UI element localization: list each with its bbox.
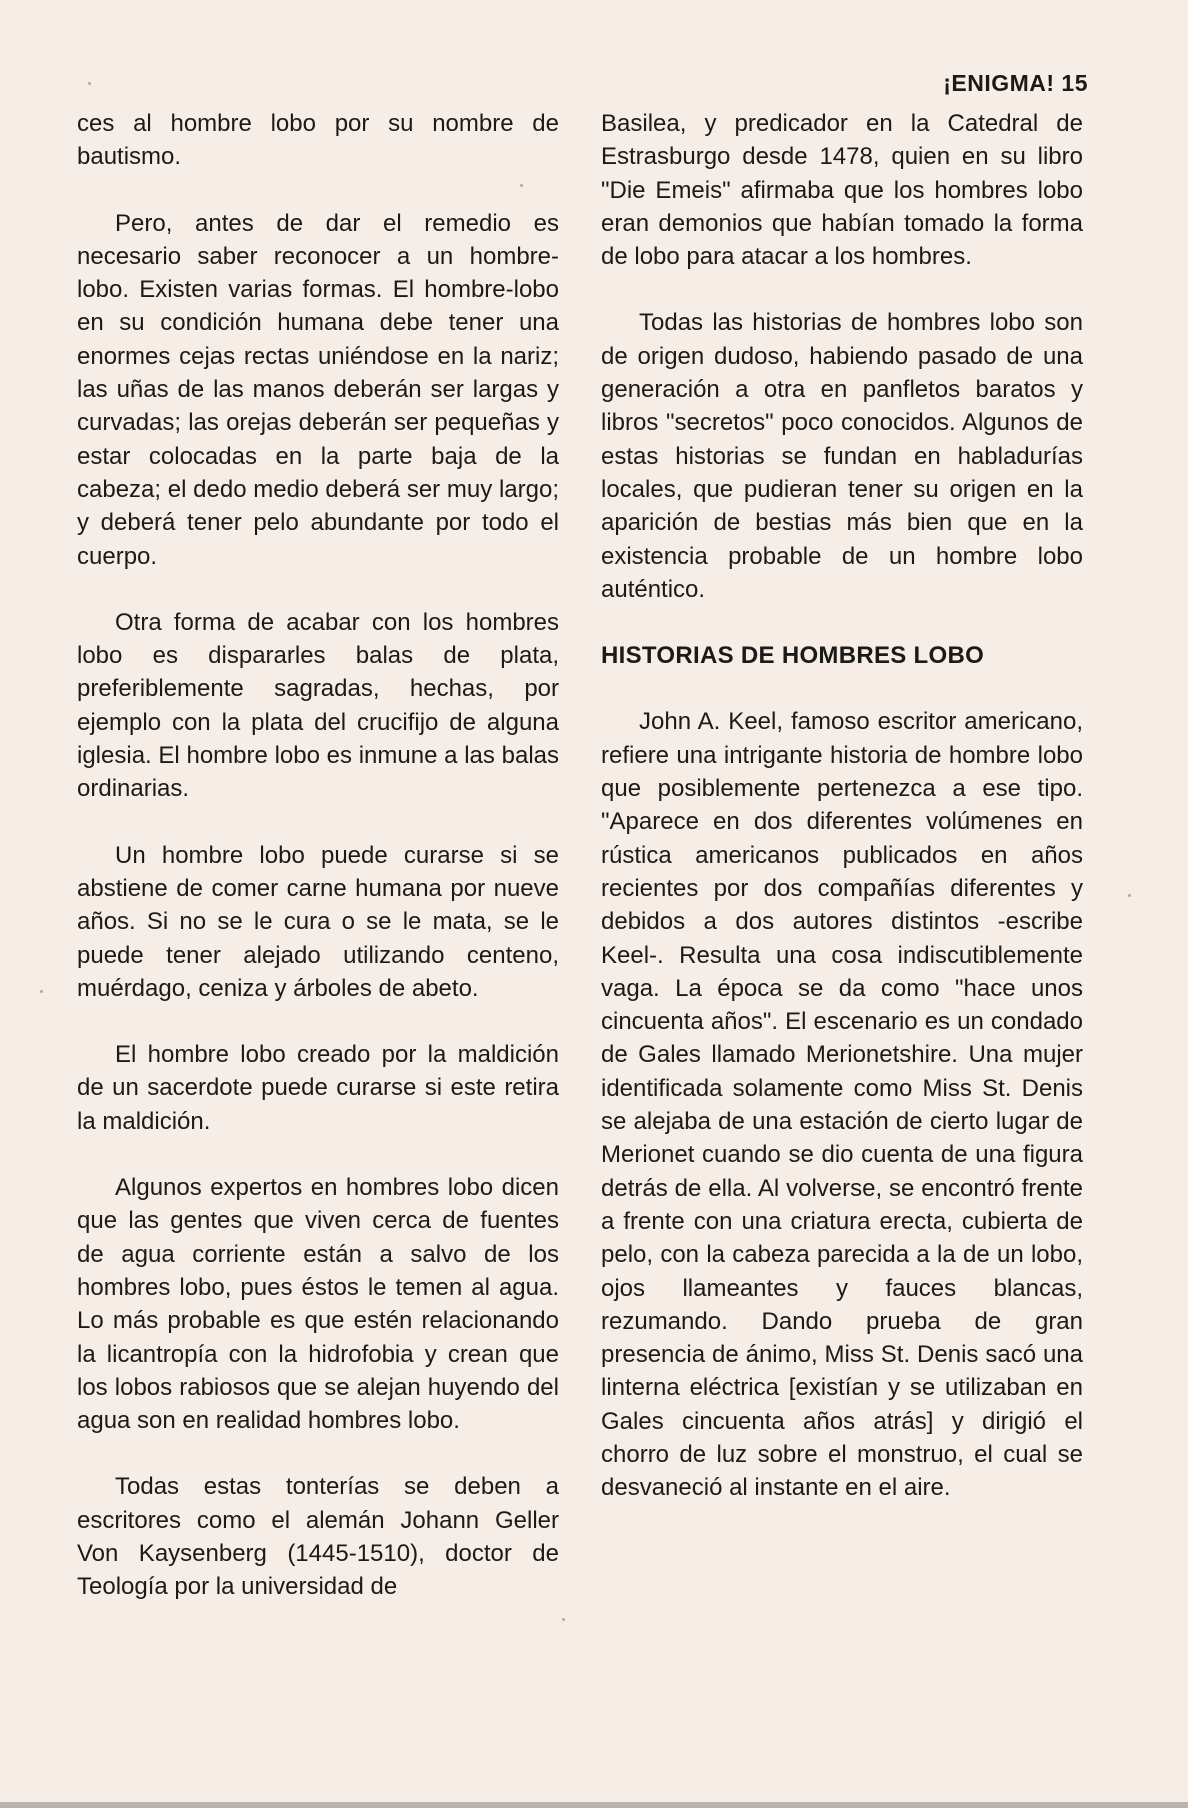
paragraph: Otra forma de acabar con los hombres lobo es dispararles balas de plata, preferiblemente sagradas, hechas, por ejemplo con la plata del crucifijo de alguna iglesia. El hombre lobo es inmune a las balas ordinarias. <box>77 608 559 803</box>
paper-speck <box>40 990 43 993</box>
paragraph: Algunos expertos en hombres lobo dicen que las gentes que viven cerca de fuentes de agua corriente están a salvo de los hombres lobo, pues éstos le temen al agua. Lo más probable es que estén relacionando la licantropía con la hidrofobia y crean que los lobos rabiosos que se alejan huyendo del agua son en realidad hombres lobo. <box>77 1174 559 1435</box>
paragraph: John A. Keel, famoso escritor americano, refiere una intrigante historia de hombre lobo que posiblemente pertenezca a ese tipo. "Aparece en dos diferentes volúmenes en rústica americanos publicados en años recientes por dos compañías diferentes y debidos a dos autores distintos -escribe Keel-. Resulta una cosa indiscutiblemente vaga. La época se da como "hace unos cincuenta años". El escenario es un condado de Gales llamado Merionetshire. Una mujer identificada solamente como Miss St. Denis se alejaba de una estación de cierto lugar de Merionet cuando se dio cuenta de una figura detrás de ella. Al volverse, se encontró frente a frente con una criatura erecta, cubierta de pelo, con la cabeza parecida a la de un lobo, ojos llameantes y fauces blancas, rezumando. Dando prueba de gran presencia de ánimo, Miss St. Denis sacó una linterna eléctrica [existían y se utilizaban en Gales cincuenta años atrás] y dirigió el chorro de luz sobre el monstruo, el cual se desvaneció al instante en el aire. <box>601 708 1083 1502</box>
section-heading: HISTORIAS DE HOMBRES LOBO <box>601 642 985 670</box>
paper-speck <box>1128 894 1131 897</box>
paragraph: El hombre lobo creado por la maldición de un sacerdote puede curarse si este retira la maldición. <box>77 1041 559 1135</box>
paragraph: Pero, antes de dar el remedio es necesario saber reconocer a un hombre-lobo. Existen varias formas. El hombre-lobo en su condición humana debe tener una enormes cejas rectas uniéndose en la nariz; las uñas de las manos deberán ser largas y curvadas; las orejas deberán ser pequeñas y estar colocadas en la parte baja de la cabeza; el dedo medio deberá ser muy largo; y deberá tener pelo abundante por todo el cuerpo. <box>77 209 559 570</box>
paragraph: Todas las historias de hombres lobo son de origen dudoso, habiendo pasado de una generación a otra en panfletos baratos y libros "secretos" poco conocidos. Algunos de estas historias se fundan en habladurías locales, que pudieran tener su origen en la aparición de bestias más bien que en la existencia probable de un hombre lobo auténtico. <box>601 309 1083 603</box>
paper-speck <box>520 184 523 187</box>
left-column <box>77 107 559 1637</box>
paragraph: Un hombre lobo puede curarse si se abstiene de comer carne humana por nueve años. Si no se le cura o se le mata, se le puede tener alejado utilizando centeno, muérdago, ceniza y árboles de abeto. <box>77 841 559 1002</box>
paragraph: Todas estas tonterías se deben a escritores como el alemán Johann Geller Von Kaysenberg (1445-1510), doctor de Teología por la universidad de <box>77 1473 559 1601</box>
paper-speck <box>562 1618 565 1621</box>
page-header: ¡ENIGMA! 15 <box>943 70 1088 96</box>
paper-speck <box>88 82 91 85</box>
right-column <box>601 107 1083 1538</box>
paragraph: ces al hombre lobo por su nombre de bautismo. <box>77 110 559 171</box>
paragraph: Basilea, y predicador en la Catedral de Estrasburgo desde 1478, quien en su libro "Die Emeis" afirmaba que los hombres lobo eran demonios que habían tomado la forma de lobo para atacar a los hombres. <box>601 110 1083 271</box>
